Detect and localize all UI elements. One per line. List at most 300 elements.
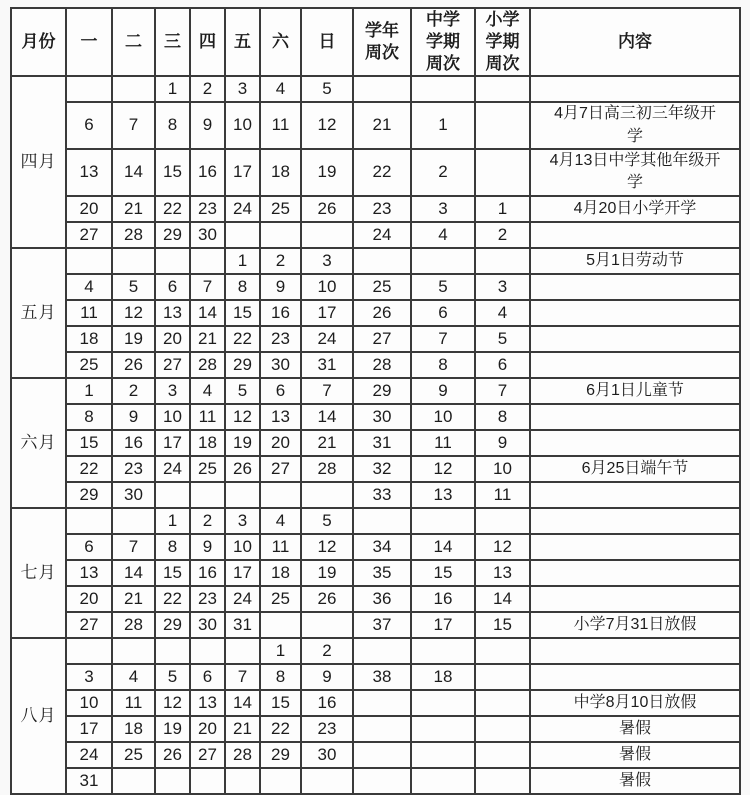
table-row <box>11 300 740 326</box>
table-row <box>11 586 740 612</box>
day-cell: 26 <box>225 456 260 482</box>
day-cell: 11 <box>66 300 112 326</box>
year-week-cell <box>353 742 411 768</box>
day-cell: 8 <box>260 664 301 690</box>
day-cell <box>225 482 260 508</box>
middle-week-cell: 12 <box>411 456 475 482</box>
header-month: 月份 <box>11 8 66 76</box>
content-text: 4月7日高三初三年级开学 <box>554 105 716 145</box>
day-cell: 25 <box>190 456 225 482</box>
content-cell <box>530 149 740 196</box>
day-cell: 28 <box>301 456 353 482</box>
content-text: 6月1日儿童节 <box>586 381 684 399</box>
day-cell: 28 <box>112 222 155 248</box>
header-thu: 四 <box>190 8 225 76</box>
day-cell: 30 <box>112 482 155 508</box>
table-row <box>11 222 740 248</box>
middle-week-cell: 7 <box>411 326 475 352</box>
day-cell: 29 <box>66 482 112 508</box>
day-cell: 22 <box>225 326 260 352</box>
day-cell: 17 <box>155 430 190 456</box>
day-cell: 11 <box>190 404 225 430</box>
day-cell <box>66 76 112 102</box>
primary-week-cell: 8 <box>475 404 530 430</box>
day-cell: 6 <box>66 534 112 560</box>
year-week-cell: 26 <box>353 300 411 326</box>
header-sun: 日 <box>301 8 353 76</box>
day-cell <box>190 248 225 274</box>
day-cell: 7 <box>112 534 155 560</box>
day-cell <box>190 638 225 664</box>
year-week-cell: 33 <box>353 482 411 508</box>
day-cell: 6 <box>66 102 112 149</box>
content-cell <box>530 378 740 404</box>
day-cell: 19 <box>155 716 190 742</box>
day-cell: 18 <box>260 560 301 586</box>
year-week-cell <box>353 248 411 274</box>
day-cell: 5 <box>155 664 190 690</box>
day-cell: 18 <box>260 149 301 196</box>
middle-week-cell: 15 <box>411 560 475 586</box>
year-week-cell: 29 <box>353 378 411 404</box>
day-cell: 3 <box>66 664 112 690</box>
day-cell: 22 <box>260 716 301 742</box>
day-cell: 9 <box>190 102 225 149</box>
day-cell <box>301 482 353 508</box>
middle-week-cell: 11 <box>411 430 475 456</box>
year-week-cell: 25 <box>353 274 411 300</box>
day-cell <box>155 638 190 664</box>
header-content: 内容 <box>530 8 740 76</box>
primary-week-cell <box>475 508 530 534</box>
day-cell: 8 <box>225 274 260 300</box>
day-cell: 11 <box>260 534 301 560</box>
day-cell: 24 <box>225 586 260 612</box>
day-cell: 24 <box>66 742 112 768</box>
day-cell: 20 <box>66 586 112 612</box>
day-cell: 6 <box>190 664 225 690</box>
primary-week-cell <box>475 102 530 149</box>
day-cell: 21 <box>190 326 225 352</box>
content-cell <box>530 274 740 300</box>
primary-week-cell <box>475 742 530 768</box>
primary-week-cell: 6 <box>475 352 530 378</box>
day-cell <box>225 638 260 664</box>
day-cell: 14 <box>301 404 353 430</box>
day-cell: 8 <box>155 102 190 149</box>
content-cell <box>530 534 740 560</box>
day-cell: 31 <box>301 352 353 378</box>
table-row <box>11 352 740 378</box>
content-cell <box>530 690 740 716</box>
day-cell: 14 <box>225 690 260 716</box>
day-cell: 17 <box>66 716 112 742</box>
table-row <box>11 742 740 768</box>
day-cell: 1 <box>66 378 112 404</box>
day-cell: 14 <box>112 149 155 196</box>
day-cell <box>301 612 353 638</box>
content-cell <box>530 430 740 456</box>
header-sat: 六 <box>260 8 301 76</box>
day-cell <box>66 248 112 274</box>
content-cell <box>530 664 740 690</box>
day-cell <box>112 248 155 274</box>
year-week-cell <box>353 690 411 716</box>
day-cell: 16 <box>190 149 225 196</box>
day-cell: 5 <box>301 508 353 534</box>
middle-week-cell: 16 <box>411 586 475 612</box>
content-cell <box>530 222 740 248</box>
day-cell: 23 <box>190 196 225 222</box>
primary-week-cell <box>475 768 530 794</box>
content-text: 6月25日端午节 <box>581 459 689 477</box>
table-row <box>11 664 740 690</box>
day-cell: 13 <box>260 404 301 430</box>
day-cell: 19 <box>301 560 353 586</box>
day-cell: 25 <box>66 352 112 378</box>
table-row <box>11 102 740 149</box>
day-cell: 29 <box>155 222 190 248</box>
year-week-cell <box>353 508 411 534</box>
day-cell <box>260 222 301 248</box>
content-cell <box>530 612 740 638</box>
day-cell: 21 <box>301 430 353 456</box>
content-text: 暑假 <box>618 771 651 789</box>
content-cell <box>530 560 740 586</box>
day-cell: 20 <box>260 430 301 456</box>
year-week-cell <box>353 768 411 794</box>
header-mon: 一 <box>66 8 112 76</box>
middle-week-cell: 9 <box>411 378 475 404</box>
table-row <box>11 404 740 430</box>
header-tue: 二 <box>112 8 155 76</box>
day-cell: 30 <box>301 742 353 768</box>
day-cell: 31 <box>66 768 112 794</box>
day-cell: 24 <box>301 326 353 352</box>
table-row <box>11 560 740 586</box>
day-cell: 1 <box>225 248 260 274</box>
day-cell <box>112 768 155 794</box>
month-cell: 六月 <box>11 378 66 508</box>
day-cell: 16 <box>190 560 225 586</box>
day-cell: 12 <box>301 534 353 560</box>
day-cell: 18 <box>112 716 155 742</box>
content-text: 暑假 <box>618 719 651 737</box>
day-cell: 15 <box>66 430 112 456</box>
day-cell: 2 <box>190 76 225 102</box>
day-cell: 28 <box>190 352 225 378</box>
day-cell: 3 <box>301 248 353 274</box>
day-cell: 5 <box>225 378 260 404</box>
content-cell <box>530 456 740 482</box>
day-cell: 28 <box>225 742 260 768</box>
year-week-cell: 35 <box>353 560 411 586</box>
content-cell <box>530 196 740 222</box>
day-cell: 3 <box>155 378 190 404</box>
table-row <box>11 638 740 664</box>
day-cell: 16 <box>301 690 353 716</box>
content-text: 4月13日中学其他年级开学 <box>549 152 721 192</box>
day-cell: 21 <box>225 716 260 742</box>
table-row <box>11 482 740 508</box>
day-cell <box>112 76 155 102</box>
primary-week-cell: 14 <box>475 586 530 612</box>
day-cell: 21 <box>112 196 155 222</box>
year-week-cell: 31 <box>353 430 411 456</box>
table-row <box>11 274 740 300</box>
year-week-cell: 32 <box>353 456 411 482</box>
middle-week-cell: 10 <box>411 404 475 430</box>
day-cell: 7 <box>225 664 260 690</box>
primary-week-cell <box>475 716 530 742</box>
content-cell <box>530 586 740 612</box>
content-cell <box>530 508 740 534</box>
table-row <box>11 248 740 274</box>
day-cell: 15 <box>155 149 190 196</box>
content-cell <box>530 102 740 149</box>
day-cell: 20 <box>190 716 225 742</box>
content-text: 小学7月31日放假 <box>573 615 697 633</box>
primary-week-cell <box>475 76 530 102</box>
primary-week-cell: 12 <box>475 534 530 560</box>
table-row <box>11 508 740 534</box>
middle-week-cell: 3 <box>411 196 475 222</box>
year-week-cell: 22 <box>353 149 411 196</box>
middle-week-cell <box>411 508 475 534</box>
middle-week-cell: 2 <box>411 149 475 196</box>
day-cell: 17 <box>225 560 260 586</box>
primary-week-cell: 1 <box>475 196 530 222</box>
day-cell: 15 <box>225 300 260 326</box>
middle-week-cell <box>411 742 475 768</box>
year-week-cell: 34 <box>353 534 411 560</box>
primary-week-cell: 9 <box>475 430 530 456</box>
day-cell: 3 <box>225 76 260 102</box>
day-cell: 2 <box>260 248 301 274</box>
day-cell: 15 <box>155 560 190 586</box>
day-cell: 2 <box>190 508 225 534</box>
header-primary-week: 小学 学期 周次 <box>475 8 530 76</box>
day-cell: 25 <box>112 742 155 768</box>
day-cell: 13 <box>66 149 112 196</box>
day-cell: 23 <box>112 456 155 482</box>
day-cell: 25 <box>260 586 301 612</box>
day-cell <box>112 638 155 664</box>
day-cell: 26 <box>301 196 353 222</box>
day-cell: 26 <box>155 742 190 768</box>
day-cell: 30 <box>260 352 301 378</box>
middle-week-cell <box>411 638 475 664</box>
primary-week-cell <box>475 638 530 664</box>
day-cell: 5 <box>301 76 353 102</box>
day-cell: 18 <box>66 326 112 352</box>
day-cell: 4 <box>112 664 155 690</box>
primary-week-cell: 5 <box>475 326 530 352</box>
month-cell: 五月 <box>11 248 66 378</box>
table-row <box>11 430 740 456</box>
day-cell: 26 <box>112 352 155 378</box>
content-cell <box>530 352 740 378</box>
table-row <box>11 716 740 742</box>
table-row <box>11 76 740 102</box>
middle-week-cell: 8 <box>411 352 475 378</box>
content-cell <box>530 768 740 794</box>
middle-week-cell: 17 <box>411 612 475 638</box>
day-cell: 24 <box>225 196 260 222</box>
day-cell: 22 <box>155 586 190 612</box>
content-text: 5月1日劳动节 <box>586 251 684 269</box>
day-cell: 3 <box>225 508 260 534</box>
day-cell: 9 <box>190 534 225 560</box>
month-cell: 八月 <box>11 638 66 794</box>
day-cell: 10 <box>66 690 112 716</box>
table-row <box>11 326 740 352</box>
day-cell: 5 <box>112 274 155 300</box>
day-cell: 9 <box>260 274 301 300</box>
day-cell: 10 <box>225 534 260 560</box>
day-cell: 11 <box>112 690 155 716</box>
content-cell <box>530 248 740 274</box>
day-cell: 4 <box>260 76 301 102</box>
day-cell: 23 <box>260 326 301 352</box>
day-cell: 11 <box>260 102 301 149</box>
day-cell: 15 <box>260 690 301 716</box>
day-cell: 10 <box>301 274 353 300</box>
content-cell <box>530 482 740 508</box>
day-cell: 4 <box>66 274 112 300</box>
content-text: 暑假 <box>618 745 651 763</box>
year-week-cell: 23 <box>353 196 411 222</box>
middle-week-cell <box>411 76 475 102</box>
day-cell <box>112 508 155 534</box>
day-cell: 27 <box>66 612 112 638</box>
day-cell: 19 <box>301 149 353 196</box>
day-cell: 17 <box>225 149 260 196</box>
content-cell <box>530 326 740 352</box>
year-week-cell <box>353 716 411 742</box>
day-cell: 20 <box>155 326 190 352</box>
day-cell: 23 <box>301 716 353 742</box>
day-cell: 27 <box>190 742 225 768</box>
day-cell: 16 <box>260 300 301 326</box>
middle-week-cell: 6 <box>411 300 475 326</box>
middle-week-cell: 14 <box>411 534 475 560</box>
primary-week-cell: 7 <box>475 378 530 404</box>
content-text: 中学8月10日放假 <box>573 693 697 711</box>
day-cell <box>301 222 353 248</box>
day-cell: 17 <box>301 300 353 326</box>
primary-week-cell: 2 <box>475 222 530 248</box>
day-cell: 7 <box>190 274 225 300</box>
middle-week-cell <box>411 690 475 716</box>
table-row <box>11 149 740 196</box>
year-week-cell <box>353 76 411 102</box>
day-cell <box>190 482 225 508</box>
table-row <box>11 612 740 638</box>
year-week-cell: 38 <box>353 664 411 690</box>
header-fri: 五 <box>225 8 260 76</box>
day-cell <box>225 768 260 794</box>
day-cell: 13 <box>155 300 190 326</box>
day-cell <box>260 768 301 794</box>
year-week-cell: 21 <box>353 102 411 149</box>
header-row <box>11 8 740 76</box>
table-row <box>11 456 740 482</box>
day-cell: 19 <box>112 326 155 352</box>
year-week-cell <box>353 638 411 664</box>
day-cell: 1 <box>155 76 190 102</box>
header-year-week: 学年 周次 <box>353 8 411 76</box>
month-cell: 七月 <box>11 508 66 638</box>
middle-week-cell: 13 <box>411 482 475 508</box>
year-week-cell: 24 <box>353 222 411 248</box>
month-cell: 四月 <box>11 76 66 248</box>
day-cell: 29 <box>155 612 190 638</box>
middle-week-cell <box>411 768 475 794</box>
day-cell: 22 <box>66 456 112 482</box>
day-cell: 1 <box>155 508 190 534</box>
calendar-header <box>11 8 740 76</box>
year-week-cell: 27 <box>353 326 411 352</box>
table-row <box>11 534 740 560</box>
primary-week-cell: 10 <box>475 456 530 482</box>
day-cell: 25 <box>260 196 301 222</box>
day-cell: 8 <box>66 404 112 430</box>
day-cell <box>190 768 225 794</box>
day-cell <box>155 248 190 274</box>
day-cell: 19 <box>225 430 260 456</box>
day-cell <box>260 612 301 638</box>
middle-week-cell <box>411 248 475 274</box>
table-row <box>11 768 740 794</box>
day-cell: 24 <box>155 456 190 482</box>
primary-week-cell <box>475 690 530 716</box>
day-cell: 30 <box>190 612 225 638</box>
header-middle-week: 中学 学期 周次 <box>411 8 475 76</box>
middle-week-cell: 18 <box>411 664 475 690</box>
day-cell <box>225 222 260 248</box>
day-cell: 7 <box>301 378 353 404</box>
day-cell: 14 <box>190 300 225 326</box>
content-cell <box>530 638 740 664</box>
day-cell <box>155 482 190 508</box>
primary-week-cell: 3 <box>475 274 530 300</box>
table-row <box>11 378 740 404</box>
primary-week-cell: 4 <box>475 300 530 326</box>
day-cell: 13 <box>66 560 112 586</box>
day-cell: 12 <box>112 300 155 326</box>
day-cell: 9 <box>112 404 155 430</box>
day-cell <box>260 482 301 508</box>
day-cell: 12 <box>225 404 260 430</box>
content-cell <box>530 76 740 102</box>
day-cell: 4 <box>260 508 301 534</box>
day-cell: 12 <box>155 690 190 716</box>
day-cell: 2 <box>112 378 155 404</box>
middle-week-cell: 5 <box>411 274 475 300</box>
year-week-cell: 36 <box>353 586 411 612</box>
day-cell: 27 <box>155 352 190 378</box>
calendar-body <box>11 76 740 794</box>
day-cell: 16 <box>112 430 155 456</box>
day-cell: 2 <box>301 638 353 664</box>
primary-week-cell <box>475 248 530 274</box>
year-week-cell: 30 <box>353 404 411 430</box>
day-cell: 27 <box>66 222 112 248</box>
content-text: 4月20日小学开学 <box>573 199 697 217</box>
day-cell <box>66 638 112 664</box>
school-calendar-table <box>10 7 741 795</box>
